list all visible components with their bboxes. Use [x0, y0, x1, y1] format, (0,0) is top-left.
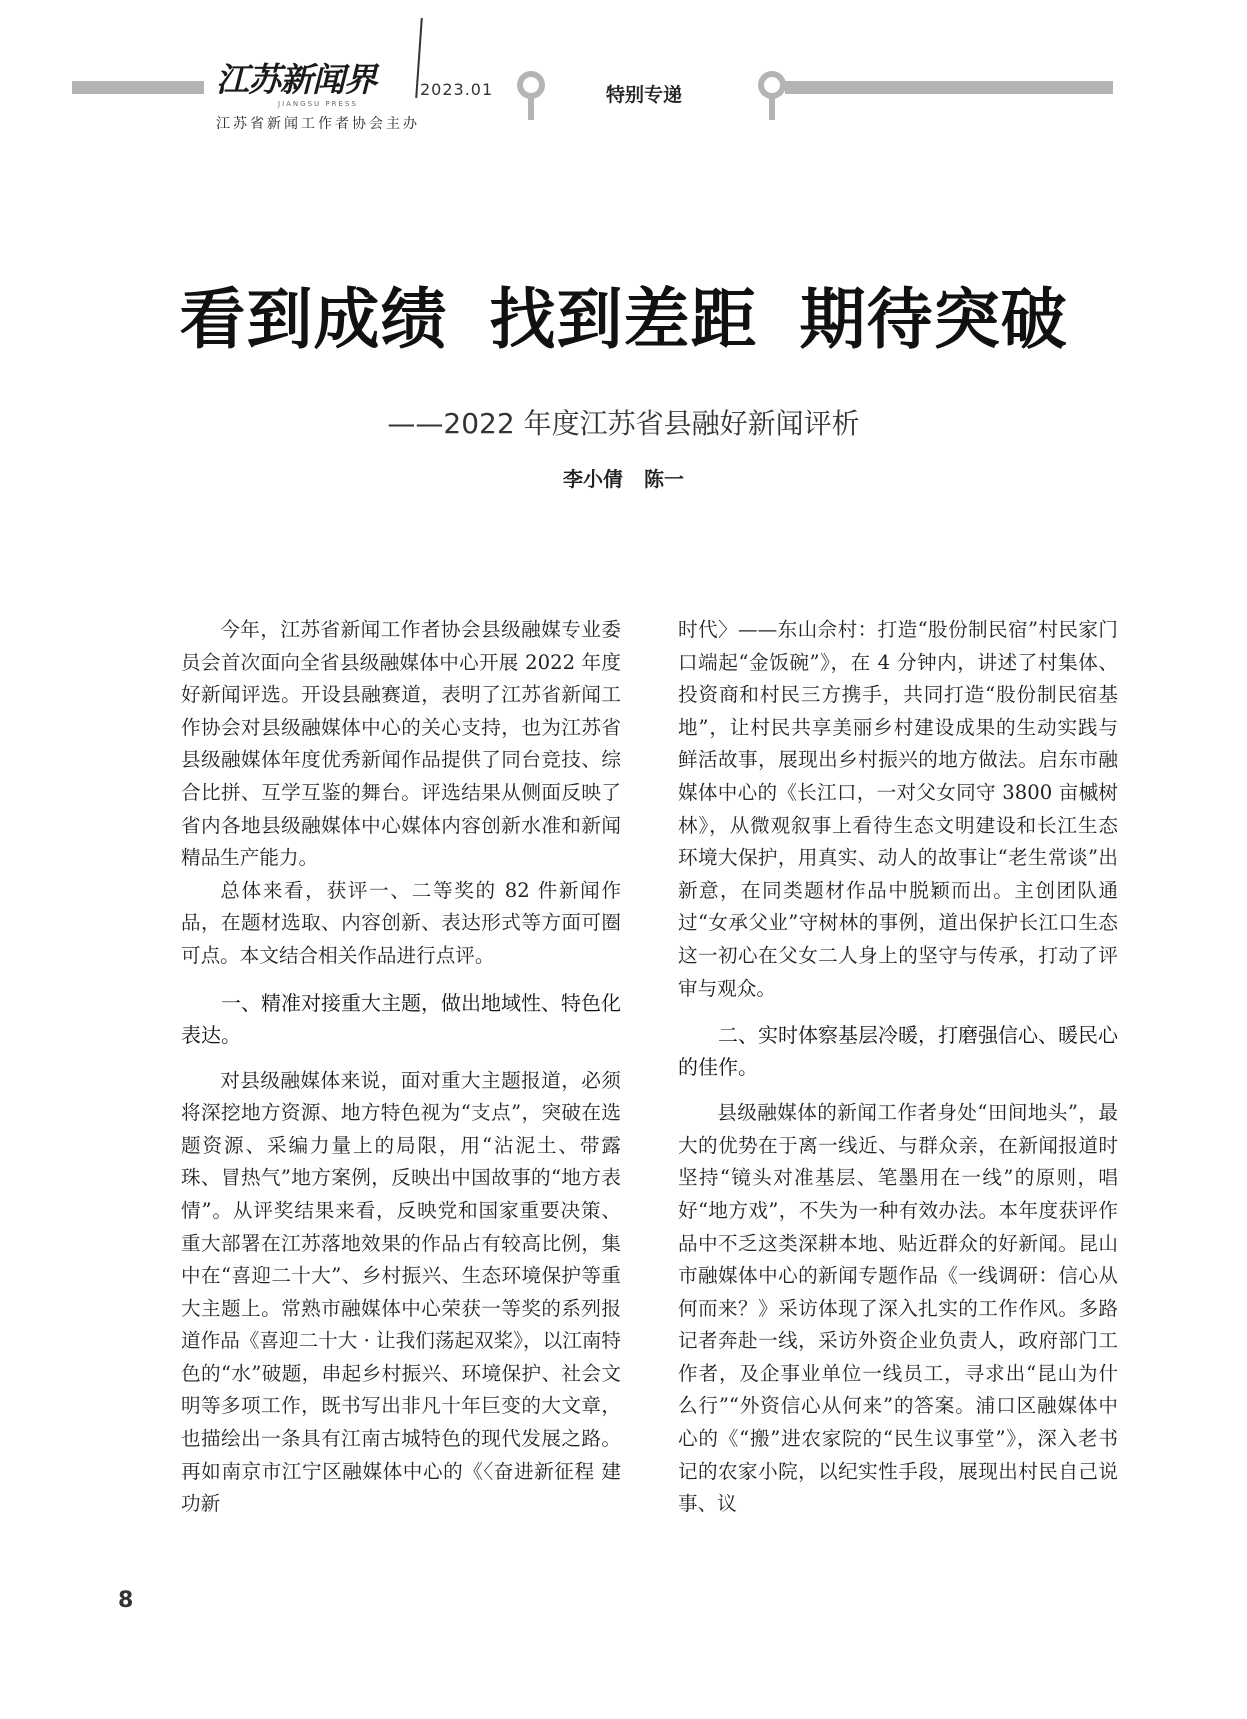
section-heading: 二、实时体察基层冷暖，打磨强信心、暖民心的佳作。: [678, 1023, 1118, 1080]
article-title: 看到成绩 找到差距 期待突破: [179, 281, 1068, 358]
page-number: 8: [118, 1588, 134, 1613]
sponsor-line: 江苏省新闻工作者协会主办: [216, 116, 420, 132]
article-subtitle: ——2022 年度江苏省县融好新闻评析: [387, 407, 860, 440]
paragraph: 今年，江苏省新闻工作者协会县级融媒专业委员会首次面向全省县级融媒体中心开展 2022 年度好新闻评选。开设县融赛道，表明了江苏省新闻工作协会对县级融媒体中心的关心支持，也为江苏省县级融媒体年度优秀新闻作品提供了同台竞技、综合比拼、互学互鉴的舞台。评选结果从侧面反映了省内各地县级融媒体中心媒体内容创新水准和新闻精品生产能力。: [181, 618, 621, 870]
section-heading: 一、精准对接重大主题，做出地域性、特色化表达。: [181, 990, 621, 1047]
issue-date: 2023.01: [420, 80, 494, 99]
magazine-name: 江苏新闻界: [216, 60, 376, 99]
column-name: 特别专递: [606, 84, 683, 106]
paragraph: 总体来看，获评一、二等奖的 82 件新闻作品，在题材选取、内容创新、表达形式等方面可圈可点。本文结合相关作品进行点评。: [181, 878, 621, 967]
magazine-english-name: JIANGSU PRESS: [278, 100, 358, 108]
paragraph: 县级融媒体的新闻工作者身处“田间地头”，最大的优势在于离一线近、与群众亲，在新闻报道时坚持“镜头对准基层、笔墨用在一线”的原则，唱好“地方戏”，不失为一种有效办法。本年度获评作品中不乏这类深耕本地、贴近群众的好新闻。昆山市融媒体中心的新闻专题作品《一线调研：信心从何而来？》采访体现了深入扎实的工作作风。多路记者奔赴一线，采访外资企业负责人，政府部门工作者，及企事业单位一线员工，寻求出“昆山为什么行”“外资信心从何来”的答案。浦口区融媒体中心的《“搬”进农家院的“民生议事堂”》，深入老书记的农家小院，以纪实性手段，展现出村民自己说事、议: [678, 1101, 1118, 1516]
article-authors: 李小倩 陈一: [563, 467, 684, 491]
pin-icon: [516, 70, 546, 122]
body-column-left: [181, 614, 621, 1521]
body-column-right: [678, 614, 1118, 1521]
header-bar-right: [785, 81, 1113, 94]
header-bar-left: [72, 81, 204, 94]
pin-icon: [757, 70, 787, 122]
paragraph: 对县级融媒体来说，面对重大主题报道，必须将深挖地方资源、地方特色视为“支点”，突破在选题资源、采编力量上的局限，用“沾泥土、带露珠、冒热气”地方案例，反映出中国故事的“地方表情”。从评奖结果来看，反映党和国家重要决策、重大部署在江苏落地效果的作品占有较高比例，集中在“喜迎二十大”、乡村振兴、生态环境保护等重大主题上。常熟市融媒体中心荣获一等奖的系列报道作品《喜迎二十大 · 让我们荡起双桨》，以江南特色的“水”破题，串起乡村振兴、环境保护、社会文明等多项工作，既书写出非凡十年巨变的大文章，也描绘出一条具有江南古城特色的现代发展之路。再如南京市江宁区融媒体中心的《〈奋进新征程 建功新: [181, 1068, 621, 1516]
paragraph-continued: 时代〉——东山佘村：打造“股份制民宿”村民家门口端起“金饭碗”》，在 4 分钟内，讲述了村集体、投资商和村民三方携手，共同打造“股份制民宿基地”，让村民共享美丽乡村建设成果的生动实践与鲜活故事，展现出乡村振兴的地方做法。启东市融媒体中心的《长江口，一对父女同守 3800 亩槭树林》，从微观叙事上看待生态文明建设和长江生态环境大保护，用真实、动人的故事让“老生常谈”出新意，在同类题材作品中脱颖而出。主创团队通过“女承父业”守树林的事例，道出保护长江口生态这一初心在父女二人身上的坚守与传承，打动了评审与观众。: [678, 618, 1118, 1000]
